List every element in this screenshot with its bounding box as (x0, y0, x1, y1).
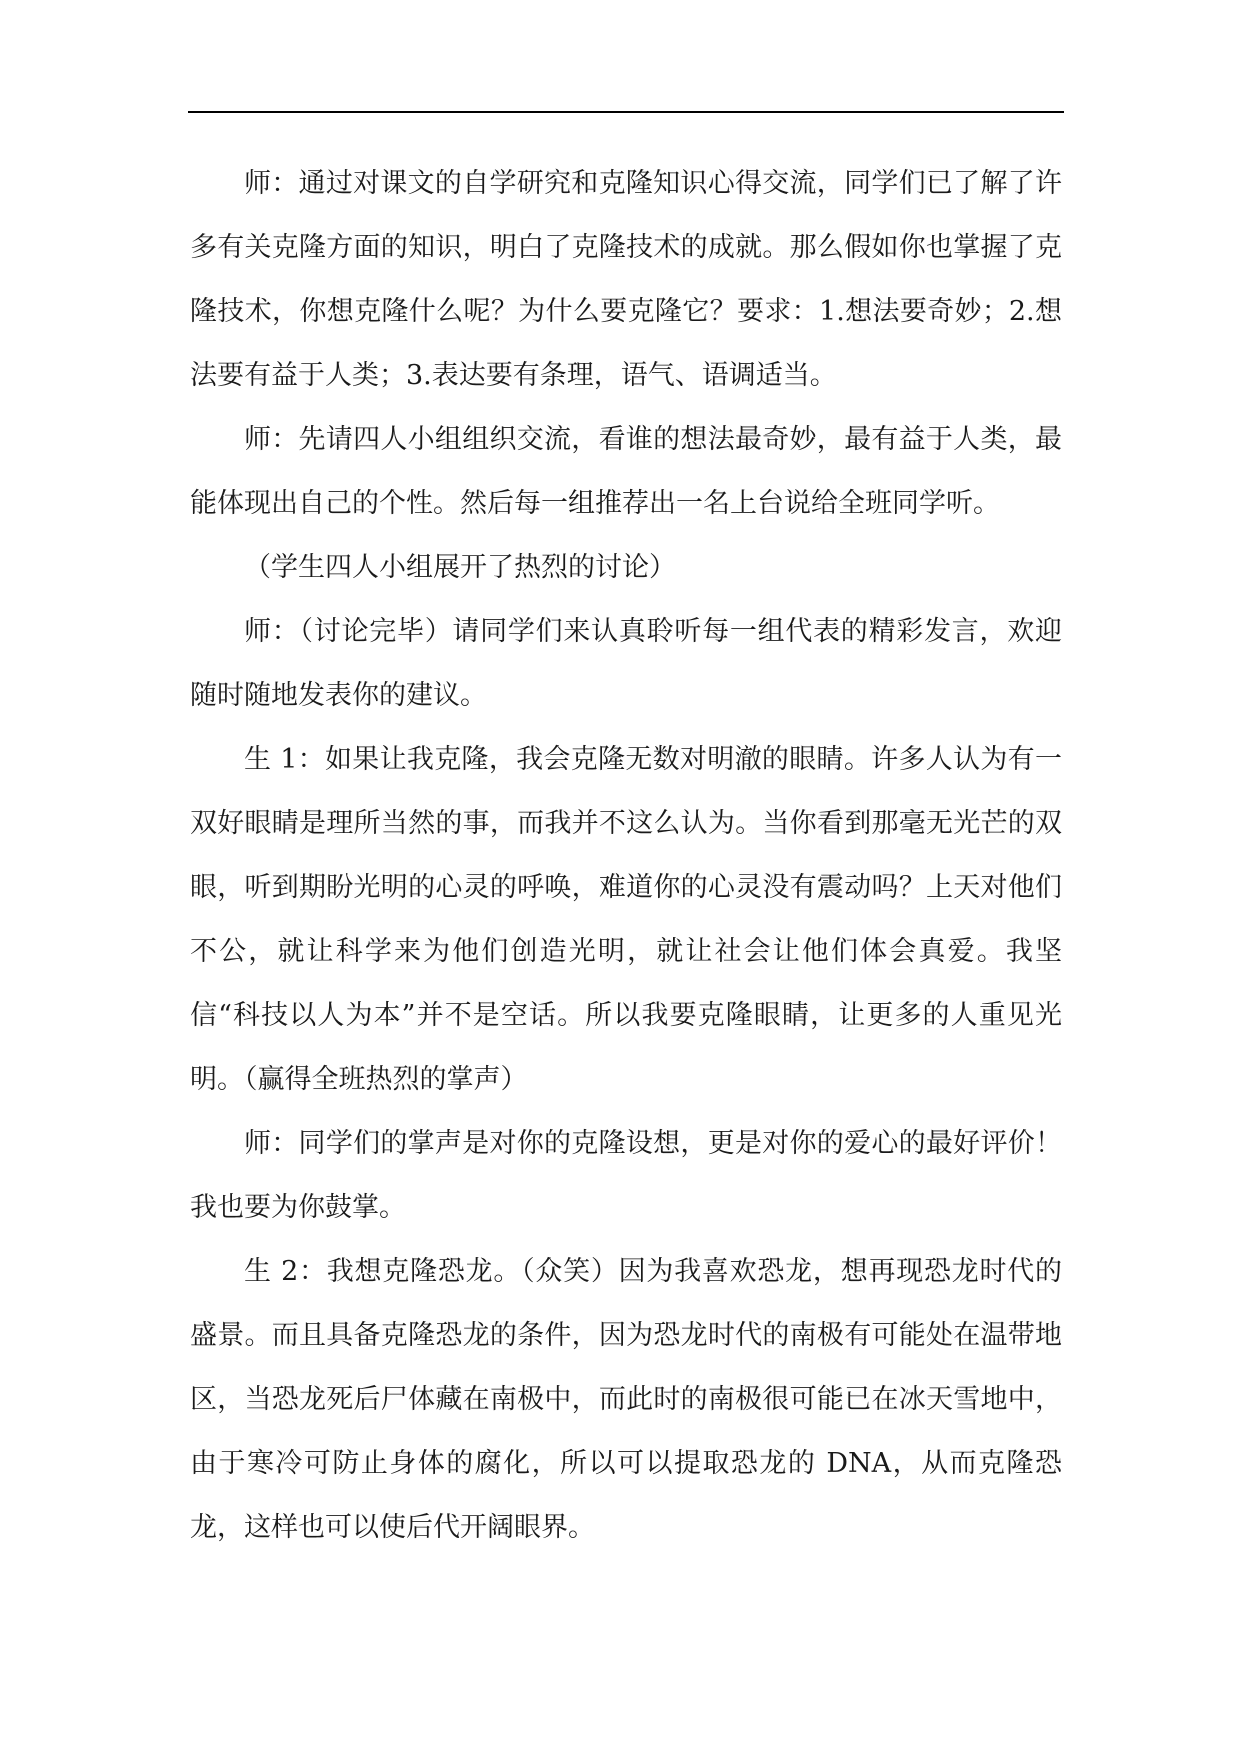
paragraph-student-2: 生 2：我想克隆恐龙。（众笑）因为我喜欢恐龙，想再现恐龙时代的盛景。而且具备克隆恐龙的条件，因为恐龙时代的南极有可能处在温带地区，当恐龙死后尸体藏在南极中，而此时的南极很可能已在冰天雪地中，由于寒冷可防止身体的腐化，所以可以提取恐龙的 DNA，从而克隆恐龙，这样也可以使后代开阔眼界。 (190, 1256, 1062, 1543)
paragraph-teacher-group-task: 师：先请四人小组组织交流，看谁的想法最奇妙，最有益于人类，最能体现出自己的个性。然后每一组推荐出一名上台说给全班同学听。 (190, 424, 1062, 519)
paragraph-student-1: 生 1：如果让我克隆，我会克隆无数对明澈的眼睛。许多人认为有一双好眼睛是理所当然的事，而我并不这么认为。当你看到那毫无光芒的双眼，听到期盼光明的心灵的呼唤，难道你的心灵没有震动吗？上天对他们不公，就让科学来为他们创造光明，就让社会让他们体会真爱。我坚信“科技以人为本”并不是空话。所以我要克隆眼睛，让更多的人重见光明。（赢得全班热烈的掌声） (190, 744, 1062, 1095)
paragraph-teacher-praise: 师：同学们的掌声是对你的克隆设想，更是对你的爱心的最好评价！我也要为你鼓掌。 (190, 1128, 1062, 1223)
document-body (190, 152, 1062, 1560)
header-rule (188, 111, 1064, 113)
paragraph-stage-direction: （学生四人小组展开了热烈的讨论） (244, 552, 676, 583)
paragraph-teacher-invite: 师：（讨论完毕）请同学们来认真聆听每一组代表的精彩发言，欢迎随时随地发表你的建议。 (190, 616, 1062, 711)
paragraph-teacher-intro: 师：通过对课文的自学研究和克隆知识心得交流，同学们已了解了许多有关克隆方面的知识，明白了克隆技术的成就。那么假如你也掌握了克隆技术，你想克隆什么呢？为什么要克隆它？要求：1.想法要奇妙；2.想法要有益于人类；3.表达要有条理，语气、语调适当。 (190, 168, 1062, 391)
